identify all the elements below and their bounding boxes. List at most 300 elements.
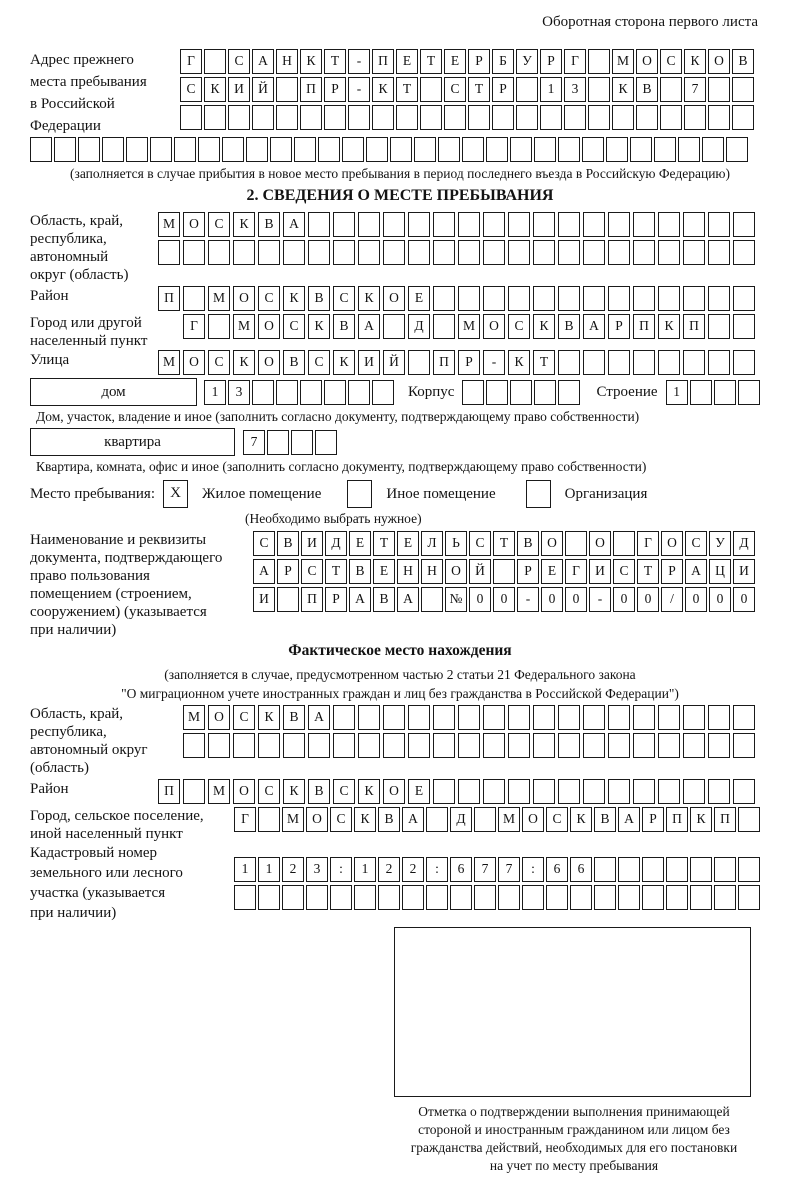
char-cell: С [228, 49, 250, 74]
char-cell: В [373, 587, 395, 612]
char-cell: Р [540, 49, 562, 74]
char-cell: К [204, 77, 226, 102]
char-cell: В [283, 705, 305, 730]
char-cell [252, 105, 274, 130]
char-cell: С [258, 286, 280, 311]
char-cell [462, 137, 484, 162]
char-cell: Б [492, 49, 514, 74]
char-cell [612, 105, 634, 130]
char-cell: 1 [234, 857, 256, 882]
stroenie-cells [666, 380, 760, 405]
char-cell: Д [450, 807, 472, 832]
char-cell [390, 137, 412, 162]
char-cell: П [433, 350, 455, 375]
char-cell [508, 779, 530, 804]
char-cell [348, 380, 370, 405]
char-cell [276, 77, 298, 102]
char-cell [267, 430, 289, 455]
char-cell: А [402, 807, 424, 832]
char-cell [533, 733, 555, 758]
char-cell [483, 705, 505, 730]
char-cell: К [300, 49, 322, 74]
char-cell: К [658, 314, 680, 339]
char-cell [738, 885, 760, 910]
char-cell: Г [180, 49, 202, 74]
char-cell [658, 212, 680, 237]
char-cell: Т [396, 77, 418, 102]
char-cell [126, 137, 148, 162]
char-cell [294, 137, 316, 162]
char-cell [483, 286, 505, 311]
char-cell: С [301, 559, 323, 584]
char-cell [565, 531, 587, 556]
kadastr-rows [234, 857, 760, 913]
char-cell [208, 314, 230, 339]
char-cell: У [709, 531, 731, 556]
char-cell [738, 857, 760, 882]
char-cell [702, 137, 724, 162]
char-cell [492, 105, 514, 130]
char-cell [444, 105, 466, 130]
char-cell [678, 137, 700, 162]
char-cell [558, 779, 580, 804]
char-cell: Е [373, 559, 395, 584]
char-cell [683, 350, 705, 375]
char-cell [684, 105, 706, 130]
char-cell [483, 779, 505, 804]
char-cell [468, 105, 490, 130]
char-cell [660, 77, 682, 102]
char-cell [708, 212, 730, 237]
char-cell [608, 286, 630, 311]
char-cell: Е [408, 286, 430, 311]
char-cell [433, 212, 455, 237]
char-cell [583, 240, 605, 265]
char-cell [396, 105, 418, 130]
char-cell: М [208, 779, 230, 804]
char-cell [642, 857, 664, 882]
char-cell [426, 885, 448, 910]
char-cell: 0 [493, 587, 515, 612]
char-cell: 1 [258, 857, 280, 882]
char-cell [258, 885, 280, 910]
char-cell: К [283, 779, 305, 804]
char-cell [690, 885, 712, 910]
char-cell [608, 240, 630, 265]
char-cell: О [306, 807, 328, 832]
char-cell: К [358, 286, 380, 311]
char-cell: В [732, 49, 754, 74]
char-cell: О [541, 531, 563, 556]
char-cell [708, 705, 730, 730]
char-cell: С [444, 77, 466, 102]
raion-label: Район [30, 288, 69, 304]
char-cell [558, 212, 580, 237]
char-cell: А [618, 807, 640, 832]
raion-block [30, 286, 770, 314]
char-cell [102, 137, 124, 162]
section2-title: 2. СВЕДЕНИЯ О МЕСТЕ ПРЕБЫВАНИЯ [246, 187, 554, 204]
char-cell [708, 779, 730, 804]
char-cell: Й [252, 77, 274, 102]
char-cell [633, 779, 655, 804]
char-cell [420, 105, 442, 130]
char-cell [283, 733, 305, 758]
char-cell [558, 137, 580, 162]
char-cell: 3 [228, 380, 250, 405]
char-cell: - [348, 77, 370, 102]
char-cell: С [283, 314, 305, 339]
char-cell [508, 212, 530, 237]
char-cell: 7 [243, 430, 265, 455]
char-cell: 3 [306, 857, 328, 882]
char-cell [208, 240, 230, 265]
char-cell: 0 [637, 587, 659, 612]
char-cell [583, 733, 605, 758]
char-cell [583, 212, 605, 237]
fact-oblast-rows [183, 705, 755, 761]
char-cell: И [301, 531, 323, 556]
char-cell [733, 350, 755, 375]
char-cell: М [458, 314, 480, 339]
prev-address-block [30, 49, 770, 137]
char-cell [558, 705, 580, 730]
char-cell: О [636, 49, 658, 74]
char-cell [358, 240, 380, 265]
char-row [183, 314, 755, 339]
char-cell: Р [324, 77, 346, 102]
char-cell [738, 380, 760, 405]
char-cell [420, 77, 442, 102]
char-cell: О [708, 49, 730, 74]
char-cell [618, 885, 640, 910]
char-cell [421, 587, 443, 612]
gorod-label: Город или другой населенный пункт [30, 315, 148, 349]
char-cell: 6 [546, 857, 568, 882]
char-cell [533, 240, 555, 265]
char-cell: Е [408, 779, 430, 804]
char-cell [458, 286, 480, 311]
char-cell [383, 212, 405, 237]
char-cell [606, 137, 628, 162]
char-row [234, 857, 760, 882]
char-cell: 0 [733, 587, 755, 612]
char-cell: С [253, 531, 275, 556]
char-cell: М [158, 212, 180, 237]
char-cell: Т [533, 350, 555, 375]
char-cell: П [301, 587, 323, 612]
char-cell [78, 137, 100, 162]
char-cell [372, 105, 394, 130]
char-cell [204, 105, 226, 130]
char-cell: Р [277, 559, 299, 584]
char-cell: В [594, 807, 616, 832]
char-cell [408, 705, 430, 730]
char-cell [708, 733, 730, 758]
char-cell [533, 286, 555, 311]
char-cell [383, 705, 405, 730]
char-cell: 7 [684, 77, 706, 102]
char-cell: П [714, 807, 736, 832]
oblast-label: Область, край, республика, автономный округ (область) [30, 213, 129, 283]
char-cell [733, 314, 755, 339]
char-cell: К [508, 350, 530, 375]
char-cell [180, 105, 202, 130]
char-row [158, 350, 755, 375]
char-cell: П [158, 779, 180, 804]
char-cell [583, 705, 605, 730]
dom-row [30, 378, 770, 406]
char-row [158, 240, 755, 265]
dom-caption: Дом, участок, владение и иное (заполнить согласно документу, подтверждающему право собственности) [36, 409, 640, 424]
char-cell [183, 733, 205, 758]
char-cell: О [383, 286, 405, 311]
char-cell: Е [397, 531, 419, 556]
char-cell [738, 807, 760, 832]
char-cell: О [383, 779, 405, 804]
char-cell [533, 705, 555, 730]
char-cell [726, 137, 748, 162]
char-cell [450, 885, 472, 910]
char-cell [510, 380, 532, 405]
doc-rows [253, 531, 755, 615]
char-cell: И [358, 350, 380, 375]
char-cell: О [233, 779, 255, 804]
char-row [253, 559, 755, 584]
fact-raion-block [30, 779, 770, 807]
char-cell [608, 779, 630, 804]
char-cell [366, 137, 388, 162]
char-cell: Д [733, 531, 755, 556]
char-cell [308, 240, 330, 265]
char-cell: С [333, 779, 355, 804]
fact-gorod-block [30, 807, 770, 843]
stay-type-row [30, 479, 770, 509]
char-cell [183, 286, 205, 311]
char-cell: М [183, 705, 205, 730]
char-cell [683, 733, 705, 758]
char-cell [483, 240, 505, 265]
char-cell: С [233, 705, 255, 730]
char-cell [708, 77, 730, 102]
char-cell [564, 105, 586, 130]
char-row [183, 705, 755, 730]
fact-oblast-block [30, 705, 770, 777]
char-cell: Р [642, 807, 664, 832]
char-cell [233, 733, 255, 758]
kadastr-label: Кадастровый номер земельного или лесного участка (указывается при наличии) [30, 845, 183, 921]
char-cell: О [183, 350, 205, 375]
char-cell: М [282, 807, 304, 832]
char-cell [483, 212, 505, 237]
char-cell [683, 240, 705, 265]
char-cell [733, 212, 755, 237]
char-cell [508, 240, 530, 265]
char-cell [733, 779, 755, 804]
prev-address-caption: (заполняется в случае прибытия в новое место пребывания в период последнего въезда в Российскую Федерацию) [69, 166, 731, 181]
char-cell: М [498, 807, 520, 832]
char-cell: В [258, 212, 280, 237]
char-cell [533, 779, 555, 804]
char-cell: 0 [685, 587, 707, 612]
char-cell: - [589, 587, 611, 612]
char-cell: К [308, 314, 330, 339]
char-row [180, 49, 754, 74]
oblast-rows [158, 212, 755, 268]
char-cell [660, 105, 682, 130]
char-cell [658, 240, 680, 265]
char-cell [308, 733, 330, 758]
char-cell [633, 705, 655, 730]
char-cell: В [283, 350, 305, 375]
char-cell [333, 705, 355, 730]
char-row [183, 733, 755, 758]
char-cell [633, 733, 655, 758]
char-cell [150, 137, 172, 162]
char-row [158, 779, 755, 804]
stay-checkbox-zhiloe: X [163, 480, 188, 508]
char-cell [558, 286, 580, 311]
char-cell: 0 [541, 587, 563, 612]
char-cell: 2 [378, 857, 400, 882]
char-cell: 3 [564, 77, 586, 102]
char-cell [358, 212, 380, 237]
char-cell: - [517, 587, 539, 612]
char-cell [333, 240, 355, 265]
char-cell: С [308, 350, 330, 375]
char-cell [666, 885, 688, 910]
stay-option-zhiloe: Жилое помещение [202, 485, 322, 502]
char-cell [408, 350, 430, 375]
char-cell: Р [608, 314, 630, 339]
char-cell: К [684, 49, 706, 74]
char-cell [658, 705, 680, 730]
char-cell [433, 240, 455, 265]
char-cell [714, 857, 736, 882]
char-cell [433, 779, 455, 804]
char-row [158, 212, 755, 237]
char-cell [358, 733, 380, 758]
fact-title: Фактическое место нахождения [288, 642, 512, 659]
char-cell: 7 [474, 857, 496, 882]
char-row [234, 807, 760, 832]
char-cell [276, 380, 298, 405]
char-cell: С [258, 779, 280, 804]
ulitsa-label: Улица [30, 352, 70, 368]
char-cell [383, 314, 405, 339]
char-cell [636, 105, 658, 130]
char-cell [372, 380, 394, 405]
char-cell [522, 885, 544, 910]
doc-label: Наименование и реквизиты документа, подтверждающего право пользования помещением (строением, сооружением) (указывается при наличии) [30, 532, 223, 638]
stroenie-label: Строение [596, 383, 658, 400]
char-cell: У [516, 49, 538, 74]
char-cell [300, 380, 322, 405]
char-cell: К [233, 212, 255, 237]
char-cell [690, 380, 712, 405]
char-cell [174, 137, 196, 162]
char-cell: 0 [565, 587, 587, 612]
char-cell [458, 240, 480, 265]
char-cell [633, 212, 655, 237]
char-cell: В [517, 531, 539, 556]
char-cell [733, 705, 755, 730]
char-cell [708, 314, 730, 339]
prev-address-rows [180, 49, 754, 133]
char-cell: О [589, 531, 611, 556]
char-cell [486, 137, 508, 162]
char-cell [198, 137, 220, 162]
stay-type-label: Место пребывания: [30, 485, 155, 502]
char-cell [308, 212, 330, 237]
char-cell [708, 350, 730, 375]
char-cell: Е [396, 49, 418, 74]
char-cell [654, 137, 676, 162]
char-cell [633, 240, 655, 265]
char-cell: И [733, 559, 755, 584]
char-cell [318, 137, 340, 162]
char-cell [228, 105, 250, 130]
char-cell [258, 240, 280, 265]
char-row [158, 286, 755, 311]
char-cell: А [283, 212, 305, 237]
char-cell [683, 705, 705, 730]
char-cell [583, 350, 605, 375]
char-cell: С [208, 212, 230, 237]
char-cell [708, 240, 730, 265]
char-cell [498, 885, 520, 910]
char-cell: А [685, 559, 707, 584]
char-cell [358, 705, 380, 730]
oblast-block [30, 212, 770, 284]
char-cell [658, 286, 680, 311]
char-cell: О [445, 559, 467, 584]
dom-box: дом [30, 378, 197, 406]
char-cell [708, 286, 730, 311]
kadastr-block [30, 843, 770, 923]
char-cell: В [308, 779, 330, 804]
char-cell: Р [517, 559, 539, 584]
char-cell: Р [661, 559, 683, 584]
char-cell: Т [493, 531, 515, 556]
char-cell [658, 779, 680, 804]
char-cell [426, 807, 448, 832]
char-cell [438, 137, 460, 162]
char-cell: К [233, 350, 255, 375]
char-cell: Й [383, 350, 405, 375]
char-cell [158, 240, 180, 265]
char-cell: 1 [540, 77, 562, 102]
char-cell [291, 430, 313, 455]
char-cell: Г [234, 807, 256, 832]
char-cell: А [358, 314, 380, 339]
char-cell [324, 105, 346, 130]
char-cell: С [613, 559, 635, 584]
char-cell [300, 105, 322, 130]
char-cell: В [378, 807, 400, 832]
char-cell [633, 350, 655, 375]
char-cell: : [426, 857, 448, 882]
char-cell: О [522, 807, 544, 832]
char-cell [458, 733, 480, 758]
char-cell: П [633, 314, 655, 339]
char-cell: 2 [282, 857, 304, 882]
char-cell [733, 733, 755, 758]
char-row [180, 105, 754, 130]
char-cell: В [308, 286, 330, 311]
char-cell: О [208, 705, 230, 730]
char-cell: 6 [450, 857, 472, 882]
